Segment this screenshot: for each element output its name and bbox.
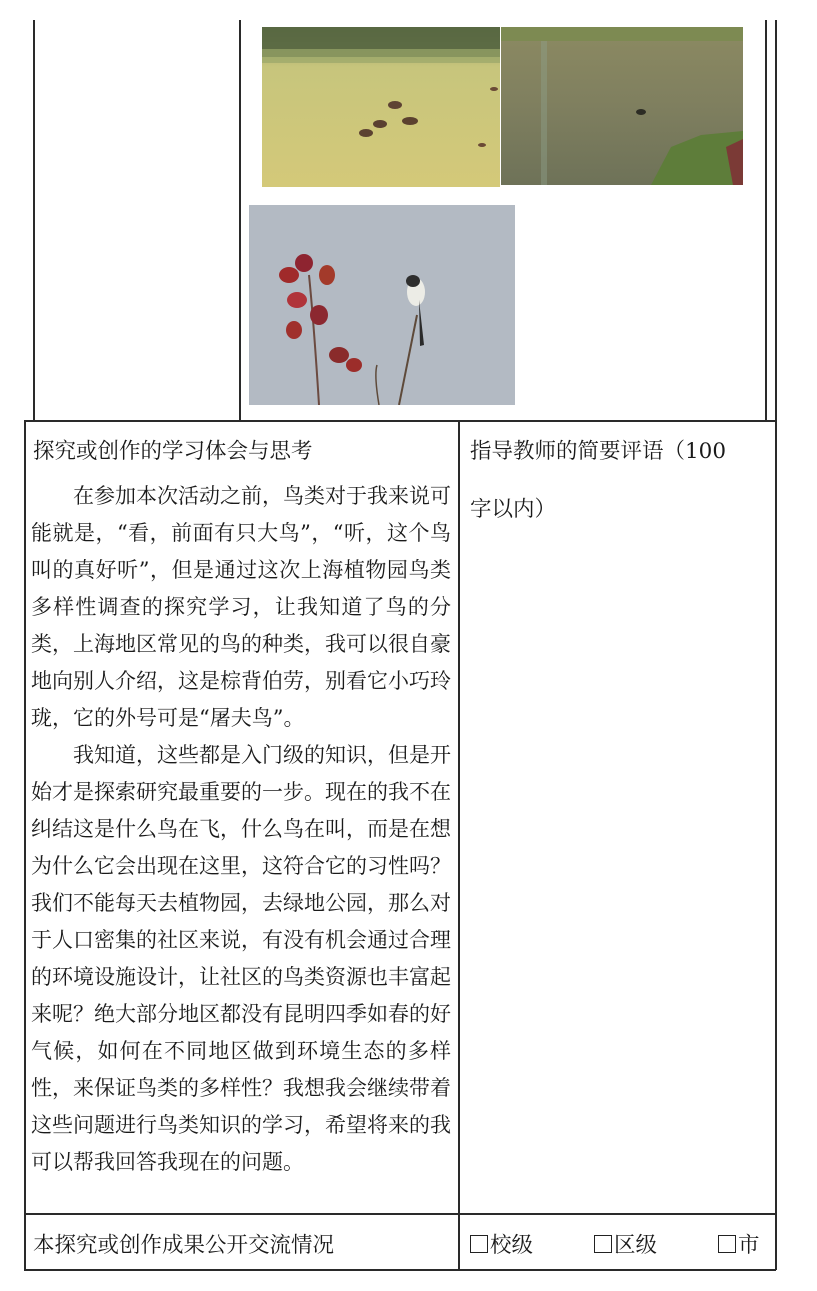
exchange-option-school[interactable]: [470, 1228, 533, 1259]
sparrows-on-lawn-photo: [262, 27, 500, 187]
teacher-comment-heading-line1: 指导教师的简要评语（100: [470, 439, 727, 464]
top-frame-right: [775, 20, 777, 420]
reflection-paragraph-1: 在参加本次活动之前，鸟类对于我来说可能就是，“看，前面有只大鸟”，“听，这个鸟叫的真好听”，但是通过这次上海植物园鸟类多样性调查的探究学习，让我知道了鸟的分类，上海地区常见的鸟的种类，我可以很自豪地向别人介绍，这是棕背伯劳，别看它小巧玲珑，它的外号可是“屠夫鸟”。: [31, 484, 451, 730]
table-row-divider: [24, 1213, 776, 1215]
exchange-option-district[interactable]: [594, 1228, 657, 1259]
checkbox-city[interactable]: [718, 1235, 736, 1253]
teacher-comment-heading-line2: 字以内）: [470, 497, 557, 522]
top-frame-left: [33, 20, 35, 420]
option-label-district: 区级: [614, 1233, 658, 1258]
top-frame-right-inner: [765, 20, 767, 420]
shrike-on-branch-photo: [249, 205, 515, 405]
exchange-option-city[interactable]: [718, 1228, 760, 1259]
pond-with-duck-photo: [501, 27, 743, 185]
table-bottom-border: [24, 1269, 776, 1271]
checkbox-school[interactable]: [470, 1235, 488, 1253]
reflection-body: [31, 478, 451, 1181]
table-right-border: [775, 420, 777, 1270]
exchange-label: 本探究或创作成果公开交流情况: [33, 1233, 335, 1258]
reflection-heading: 探究或创作的学习体会与思考: [33, 439, 313, 464]
table-top-border: [24, 420, 776, 422]
option-label-city: 市: [738, 1233, 760, 1258]
table-column-divider: [458, 420, 460, 1270]
reflection-paragraph-2: 我知道，这些都是入门级的知识，但是开始才是探索研究最重要的一步。现在的我不在纠结这是什么鸟在飞，什么鸟在叫，而是在想为什么它会出现在这里，这符合它的习性吗？我们不能每天去植物园，去绿地公园，那么对于人口密集的社区来说，有没有机会通过合理的环境设施设计，让社区的鸟类资源也丰富起来呢？绝大部分地区都没有昆明四季如春的好气候，如何在不同地区做到环境生态的多样性，来保证鸟类的多样性？我想我会继续带着这些问题进行鸟类知识的学习，希望将来的我可以帮我回答我现在的问题。: [31, 743, 451, 1174]
option-label-school: 校级: [490, 1233, 534, 1258]
table-left-border: [24, 420, 26, 1270]
checkbox-district[interactable]: [594, 1235, 612, 1253]
top-frame-divider: [239, 20, 241, 420]
